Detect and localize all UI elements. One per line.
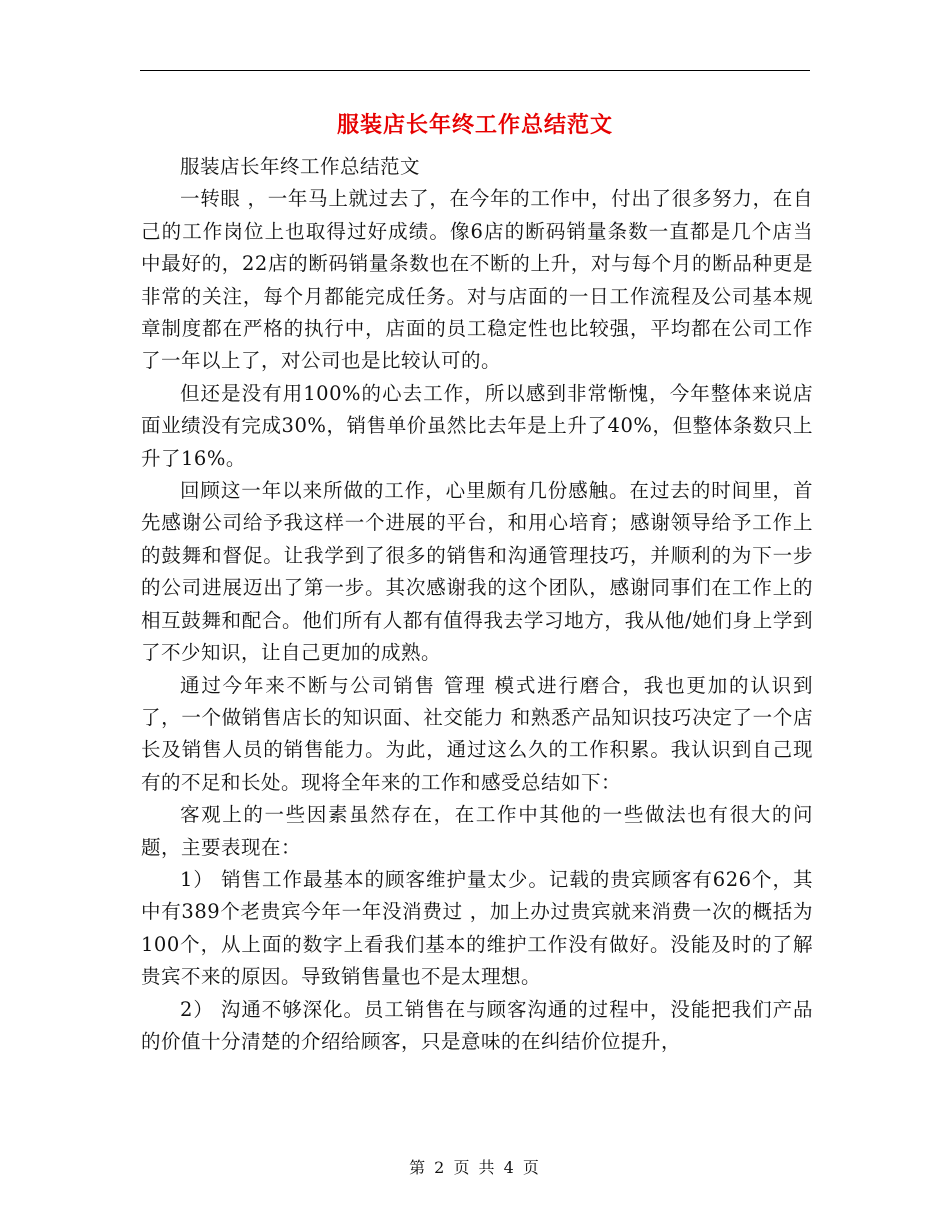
paragraph: 服装店长年终工作总结范文 [180, 155, 421, 178]
paragraph: 一转眼 ，一年马上就过去了，在今年的工作中，付出了很多努力，在自己的工作岗位上也取得过好成绩。像6店的断码销量条数一直都是几个店当中最好的，22店的断码销量条数也在不断的上升，对与每个月的断品种更是非常的关注，每个月都能完成任务。对与店面的一日工作流程及公司基本规章制度都在严格的执行中，店面的员工稳定性也比较强，平均都在公司工作了一年以上了，对公司也是比较认可的。 [141, 187, 813, 373]
document-title: 服装店长年终工作总结范文 [336, 112, 613, 138]
paragraph: 回顾这一年以来所做的工作，心里颇有几份感触。在过去的时间里，首先感谢公司给予我这样一个进展的平台，和用心培育；感谢领导给予工作上的鼓舞和督促。让我学到了很多的销售和沟通管理技巧，并顺利的为下一步的公司进展迈出了第一步。其次感谢我的这个团队，感谢同事们在工作上的相互鼓舞和配合。他们所有人都有值得我去学习地方，我从他/她们身上学到了不少知识，让自己更加的成熟。 [141, 479, 813, 665]
page-number: 第 2 页 共 4 页 [409, 1158, 541, 1177]
document-body [141, 151, 813, 1058]
paragraph: 但还是没有用100%的心去工作，所以感到非常惭愧，今年整体来说店面业绩没有完成30%，销售单价虽然比去年是上升了40%，但整体条数只上升了16%。 [141, 381, 813, 470]
paragraph: 通过今年来不断与公司销售 管理 模式进行磨合，我也更加的认识到了，一个做销售店长的知识面、社交能力 和熟悉产品知识技巧决定了一个店长及销售人员的销售能力。为此，通过这么久的工作积累。我认识到自己现有的不足和长处。现将全年来的工作和感受总结如下： [141, 673, 813, 794]
header-rule [140, 70, 810, 71]
paragraph: 客观上的一些因素虽然存在，在工作中其他的一些做法也有很大的问题，主要表现在： [141, 803, 813, 859]
paragraph: 1） 销售工作最基本的顾客维护量太少。记载的贵宾顾客有626个，其中有389个老贵宾今年一年没消费过 ，加上办过贵宾就来消费一次的概括为100个，从上面的数字上看我们基本的维护工作没有做好。没能及时的了解贵宾不来的原因。导致销售量也不是太理想。 [141, 867, 813, 989]
paragraph: 2） 沟通不够深化。员工销售在与顾客沟通的过程中，没能把我们产品的价值十分清楚的介绍给顾客，只是意味的在纠结价位提升， [141, 997, 813, 1053]
